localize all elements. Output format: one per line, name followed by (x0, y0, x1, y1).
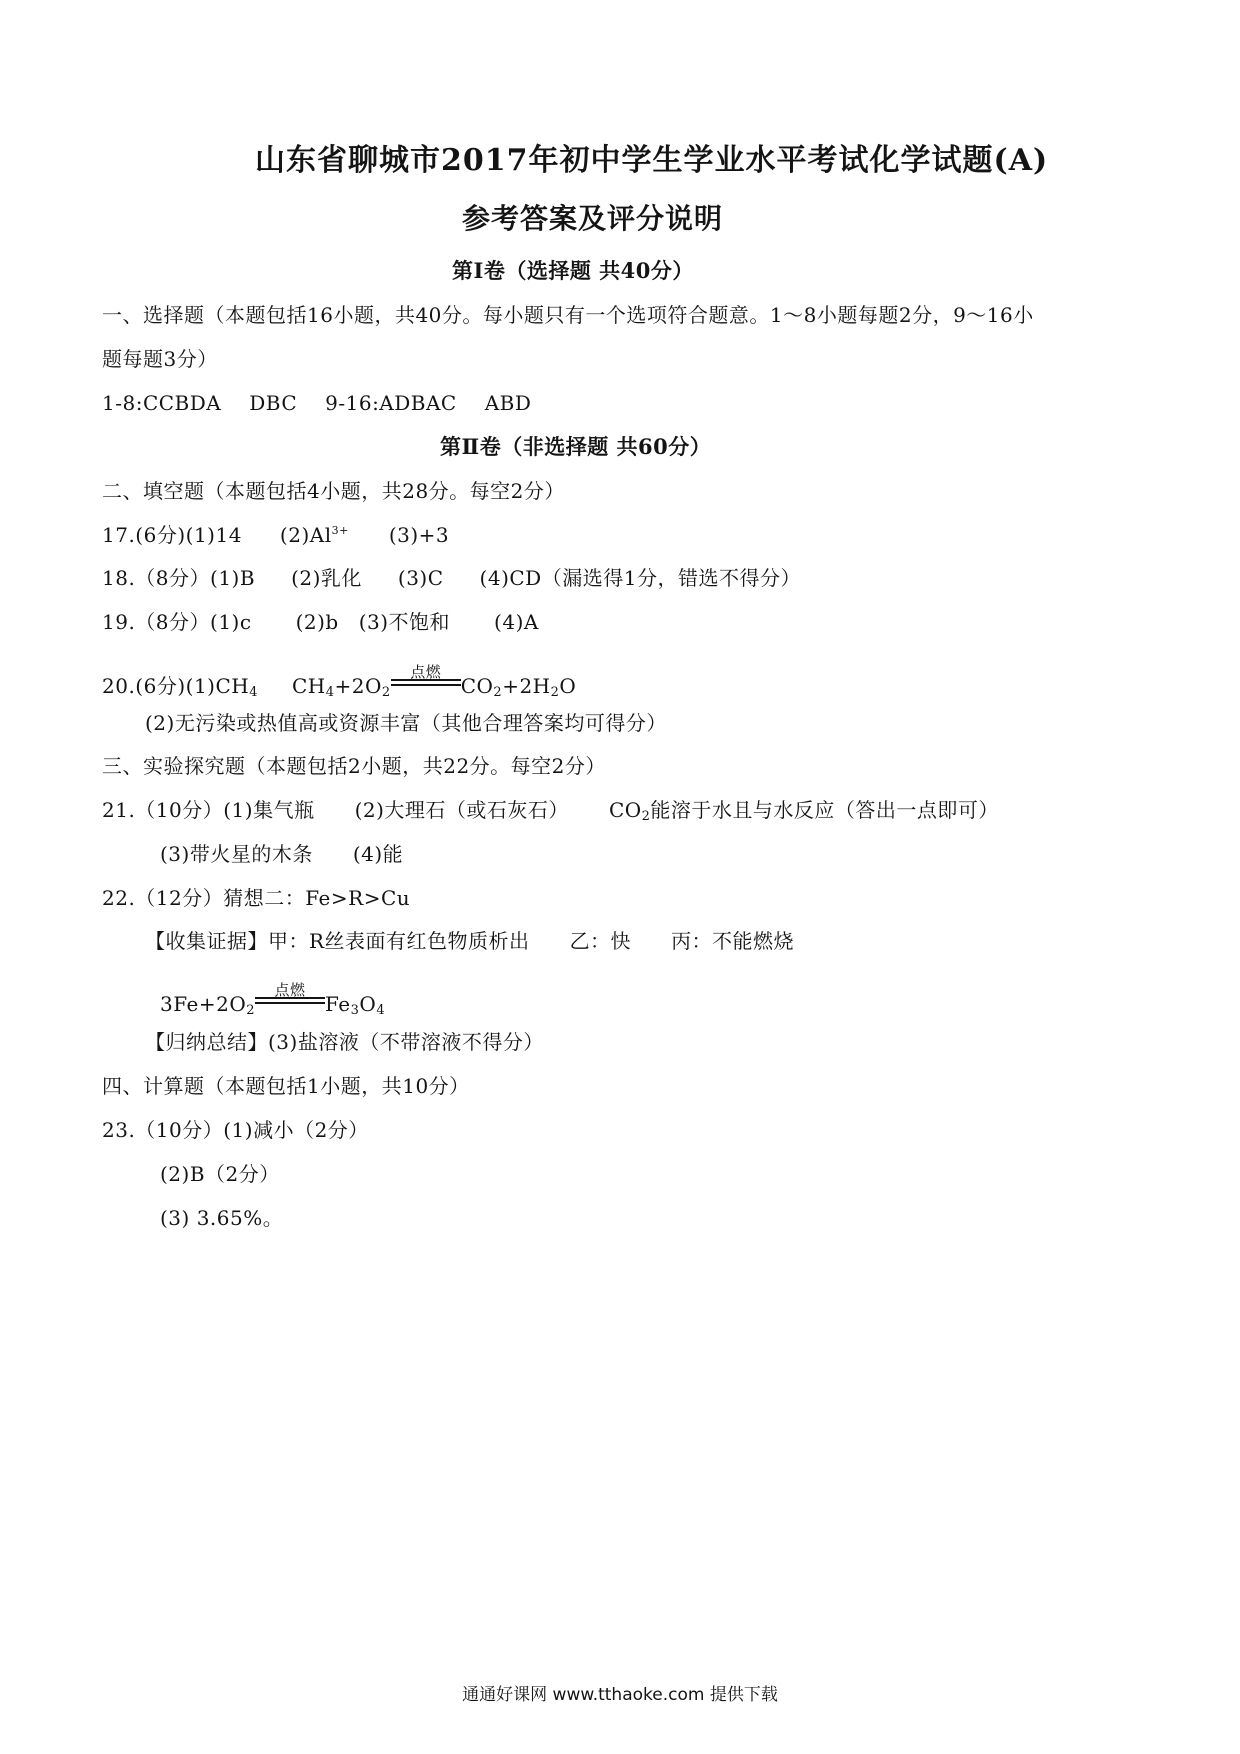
question-21-cont (160, 841, 403, 867)
q19-answer-3: (3)不饱和 (358, 610, 451, 634)
question-21 (102, 797, 999, 823)
q17-answer-3: (3)+3 (388, 523, 450, 547)
q19-answer-4: (4)A (494, 610, 539, 634)
section1-instructions-line2: 题每题3分） (102, 347, 218, 371)
q18-answer-2: (2)乳化 (291, 566, 362, 590)
page-subtitle: 参考答案及评分说明 (462, 202, 724, 235)
q22-summary: 【归纳总结】(3)盐溶液（不带溶液不得分） (145, 1030, 544, 1054)
q21-label: 21.（10分）(1)集气瓶 (102, 798, 315, 822)
footer-source: 通通好课网 www.tthaoke.com 提供下载 (462, 1685, 778, 1705)
q22-evidence-jia: 【收集证据】甲：R丝表面有红色物质析出 (145, 929, 530, 953)
ignition-label: 点燃 (410, 663, 442, 681)
q22-evidence-bing: 丙：不能燃烧 (671, 929, 795, 953)
part1-header: 第Ⅰ卷（选择题 共40分） (452, 258, 694, 283)
q22-reaction-condition (255, 981, 325, 1017)
part2-header: 第Ⅱ卷（非选择题 共60分） (440, 434, 712, 459)
question-17 (102, 522, 449, 548)
q20-reaction-condition (391, 663, 461, 699)
answers-6-8: DBC (249, 391, 298, 415)
q20-equation: $CH_4+2O_2$ 点燃 $CO_2+2H_2O$ (292, 674, 576, 698)
question-18 (102, 565, 801, 591)
q18-answer-4: (4)CD（漏选得1分，错选不得分） (479, 566, 801, 590)
q23-answer-2: (2)B（2分） (160, 1162, 280, 1186)
section1-instructions-line1: 一、选择题（本题包括16小题，共40分。每小题只有一个选项符合题意。1～8小题每题2分，9～16小 (102, 303, 1034, 327)
q21-answer-3: (3)带火星的木条 (160, 842, 313, 866)
q20-label: 20.(6分)$(1)CH_4$ (102, 674, 258, 700)
ignition-label: 点燃 (274, 981, 306, 999)
answers-9-13: 9-16:ADBAC (325, 391, 457, 415)
q18-answer-3: (3)C (397, 566, 444, 590)
answers-1-5: 1-8:CCBDA (102, 391, 222, 415)
question-23: 23.（10分）(1)减小（2分） (102, 1118, 369, 1142)
answers-14-16: ABD (484, 391, 532, 415)
section3-heading: 三、实验探究题（本题包括2小题，共22分。每空2分） (102, 754, 606, 778)
q21-answer-2b: $CO_2$能溶于水且与水反应（答出一点即可） (608, 798, 999, 824)
q19-label: 19.（8分）(1)c (102, 610, 252, 634)
q17-answer-2: $(2)Al^{3+}$ (279, 523, 349, 547)
q23-answer-3: (3) 3.65%。 (160, 1206, 284, 1230)
section4-heading: 四、计算题（本题包括1小题，共10分） (102, 1074, 470, 1098)
q22-equation: $3Fe+2O_2$ 点燃 $Fe_3O_4$ (160, 991, 385, 1017)
q19-answer-2: (2)b (295, 610, 339, 634)
question-19 (102, 609, 539, 635)
q22-evidence (145, 928, 794, 954)
q21-answer-4: (4)能 (352, 842, 404, 866)
q22-evidence-yi: 乙：快 (569, 929, 632, 953)
q18-label: 18.（8分）(1)B (102, 566, 256, 590)
q21-answer-2: (2)大理石（或石灰石） (354, 798, 569, 822)
q20-answer-2: (2)无污染或热值高或资源丰富（其他合理答案均可得分） (145, 711, 667, 735)
question-22: 22.（12分）猜想二：Fe>R>Cu (102, 886, 411, 910)
q17-label: 17.(6分)(1)14 (102, 523, 242, 547)
section1-answers (102, 390, 531, 416)
question-20 (102, 663, 577, 700)
section2-heading: 二、填空题（本题包括4小题，共28分。每空2分） (102, 479, 565, 503)
page-title: 山东省聊城市2017年初中学生学业水平考试化学试题(A) (255, 143, 1049, 178)
